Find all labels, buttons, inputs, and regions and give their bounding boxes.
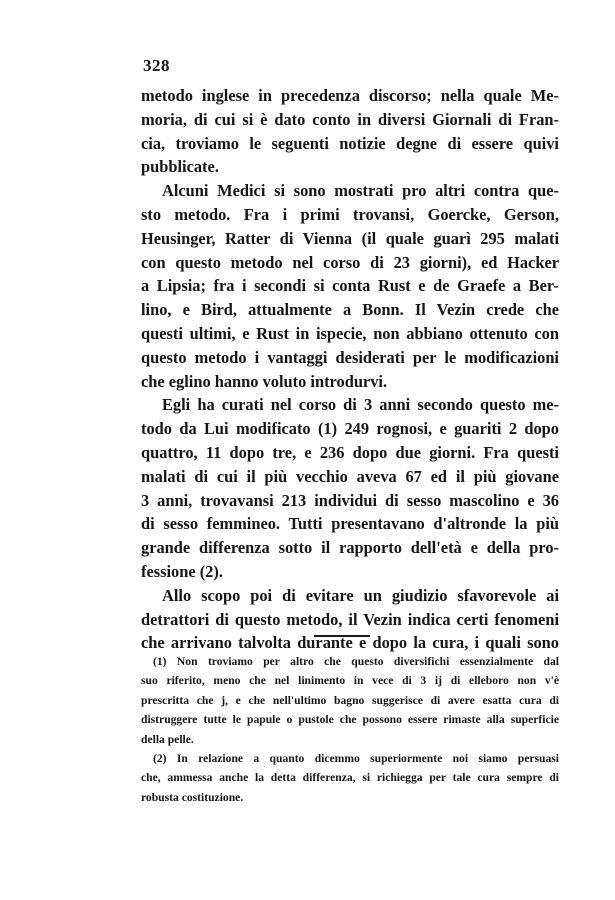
text-line: Allo scopo poi di evitare un giudizio sfavorevole ai xyxy=(162,585,559,605)
footnote-line: (1) Non troviamo per altro che questo diversifichi essenzialmente dal xyxy=(153,655,559,668)
text-line: grande differenza sotto il rapporto dell'età e della pro- xyxy=(141,538,559,558)
text-line: a Lipsia; fra i secondi si conta Rust e de Graefe a Ber- xyxy=(141,276,559,296)
main-text xyxy=(141,84,559,655)
text-line: lino, e Bird, attualmente a Bonn. Il Vezin crede che xyxy=(141,300,559,320)
text-line: con questo metodo nel corso di 23 giorni), ed Hacker xyxy=(141,252,559,272)
text-line: fessione (2). xyxy=(141,561,223,581)
text-line: 3 anni, trovavansi 213 individui di sesso mascolino e 36 xyxy=(141,490,559,510)
footnotes xyxy=(141,652,559,807)
text-line: malati di cui il più vecchio aveva 67 ed il più giovane xyxy=(141,466,559,486)
footnote-line: prescritta che j, e che nell'ultimo bagno suggerisce di avere esatta cura di xyxy=(141,693,559,707)
text-line: todo da Lui modificato (1) 249 rognosi, e guariti 2 dopo xyxy=(141,419,559,439)
text-line: Heusinger, Ratter di Vienna (il quale guarì 295 malati xyxy=(141,228,559,248)
footnote-line: robusta costituzione. xyxy=(141,790,244,804)
footnote-line: della pelle. xyxy=(141,732,194,746)
text-line: Egli ha curati nel corso di 3 anni secondo questo me- xyxy=(162,395,559,415)
footnote-line: (2) In relazione a quanto dicemmo superiormente noi siamo persuasi xyxy=(153,751,559,765)
text-line: questi ultimi, e Rust in ispecie, non abbiano ottenuto con xyxy=(141,323,559,343)
text-line: sto metodo. Fra i primi trovansi, Goercke, Gerson, xyxy=(141,204,559,224)
footnote-separator xyxy=(314,635,370,637)
text-line: quattro, 11 dopo tre, e 236 dopo due giorni. Fra questi xyxy=(141,442,559,462)
text-line: di sesso femmineo. Tutti presentavano d'altronde la più xyxy=(141,514,559,534)
page-number: 328 xyxy=(143,56,170,75)
text-line: detrattori di questo metodo, il Vezin indica certi fenomeni xyxy=(141,609,559,629)
footnote-line: distruggere tutte le papule o pustole che possono essere rimaste alla superficie xyxy=(141,713,559,727)
text-line: metodo inglese in precedenza discorso; nella quale Me- xyxy=(141,86,559,105)
footnote-line: che, ammessa anche la detta differenza, si richiegga per tale cura sempre di xyxy=(141,771,559,785)
text-line: questo metodo i vantaggi desiderati per le modificazioni xyxy=(141,347,559,367)
text-line: che arrivano talvolta durante e dopo la cura, i quali sono xyxy=(141,633,559,653)
footnote-line: suo riferito, meno che nel linimento in vece di 3 ij di elleboro non v'è xyxy=(141,674,559,688)
text-line: moria, di cui si è dato conto in diversi Giornali di Fran- xyxy=(141,109,559,129)
text-line: cia, troviamo le seguenti notizie degne di essere quivi xyxy=(141,133,559,153)
text-line: pubblicate. xyxy=(141,157,219,177)
text-line: Alcuni Medici si sono mostrati pro altri contra que- xyxy=(162,181,559,201)
text-line: che eglino hanno voluto introdurvi. xyxy=(141,371,388,391)
